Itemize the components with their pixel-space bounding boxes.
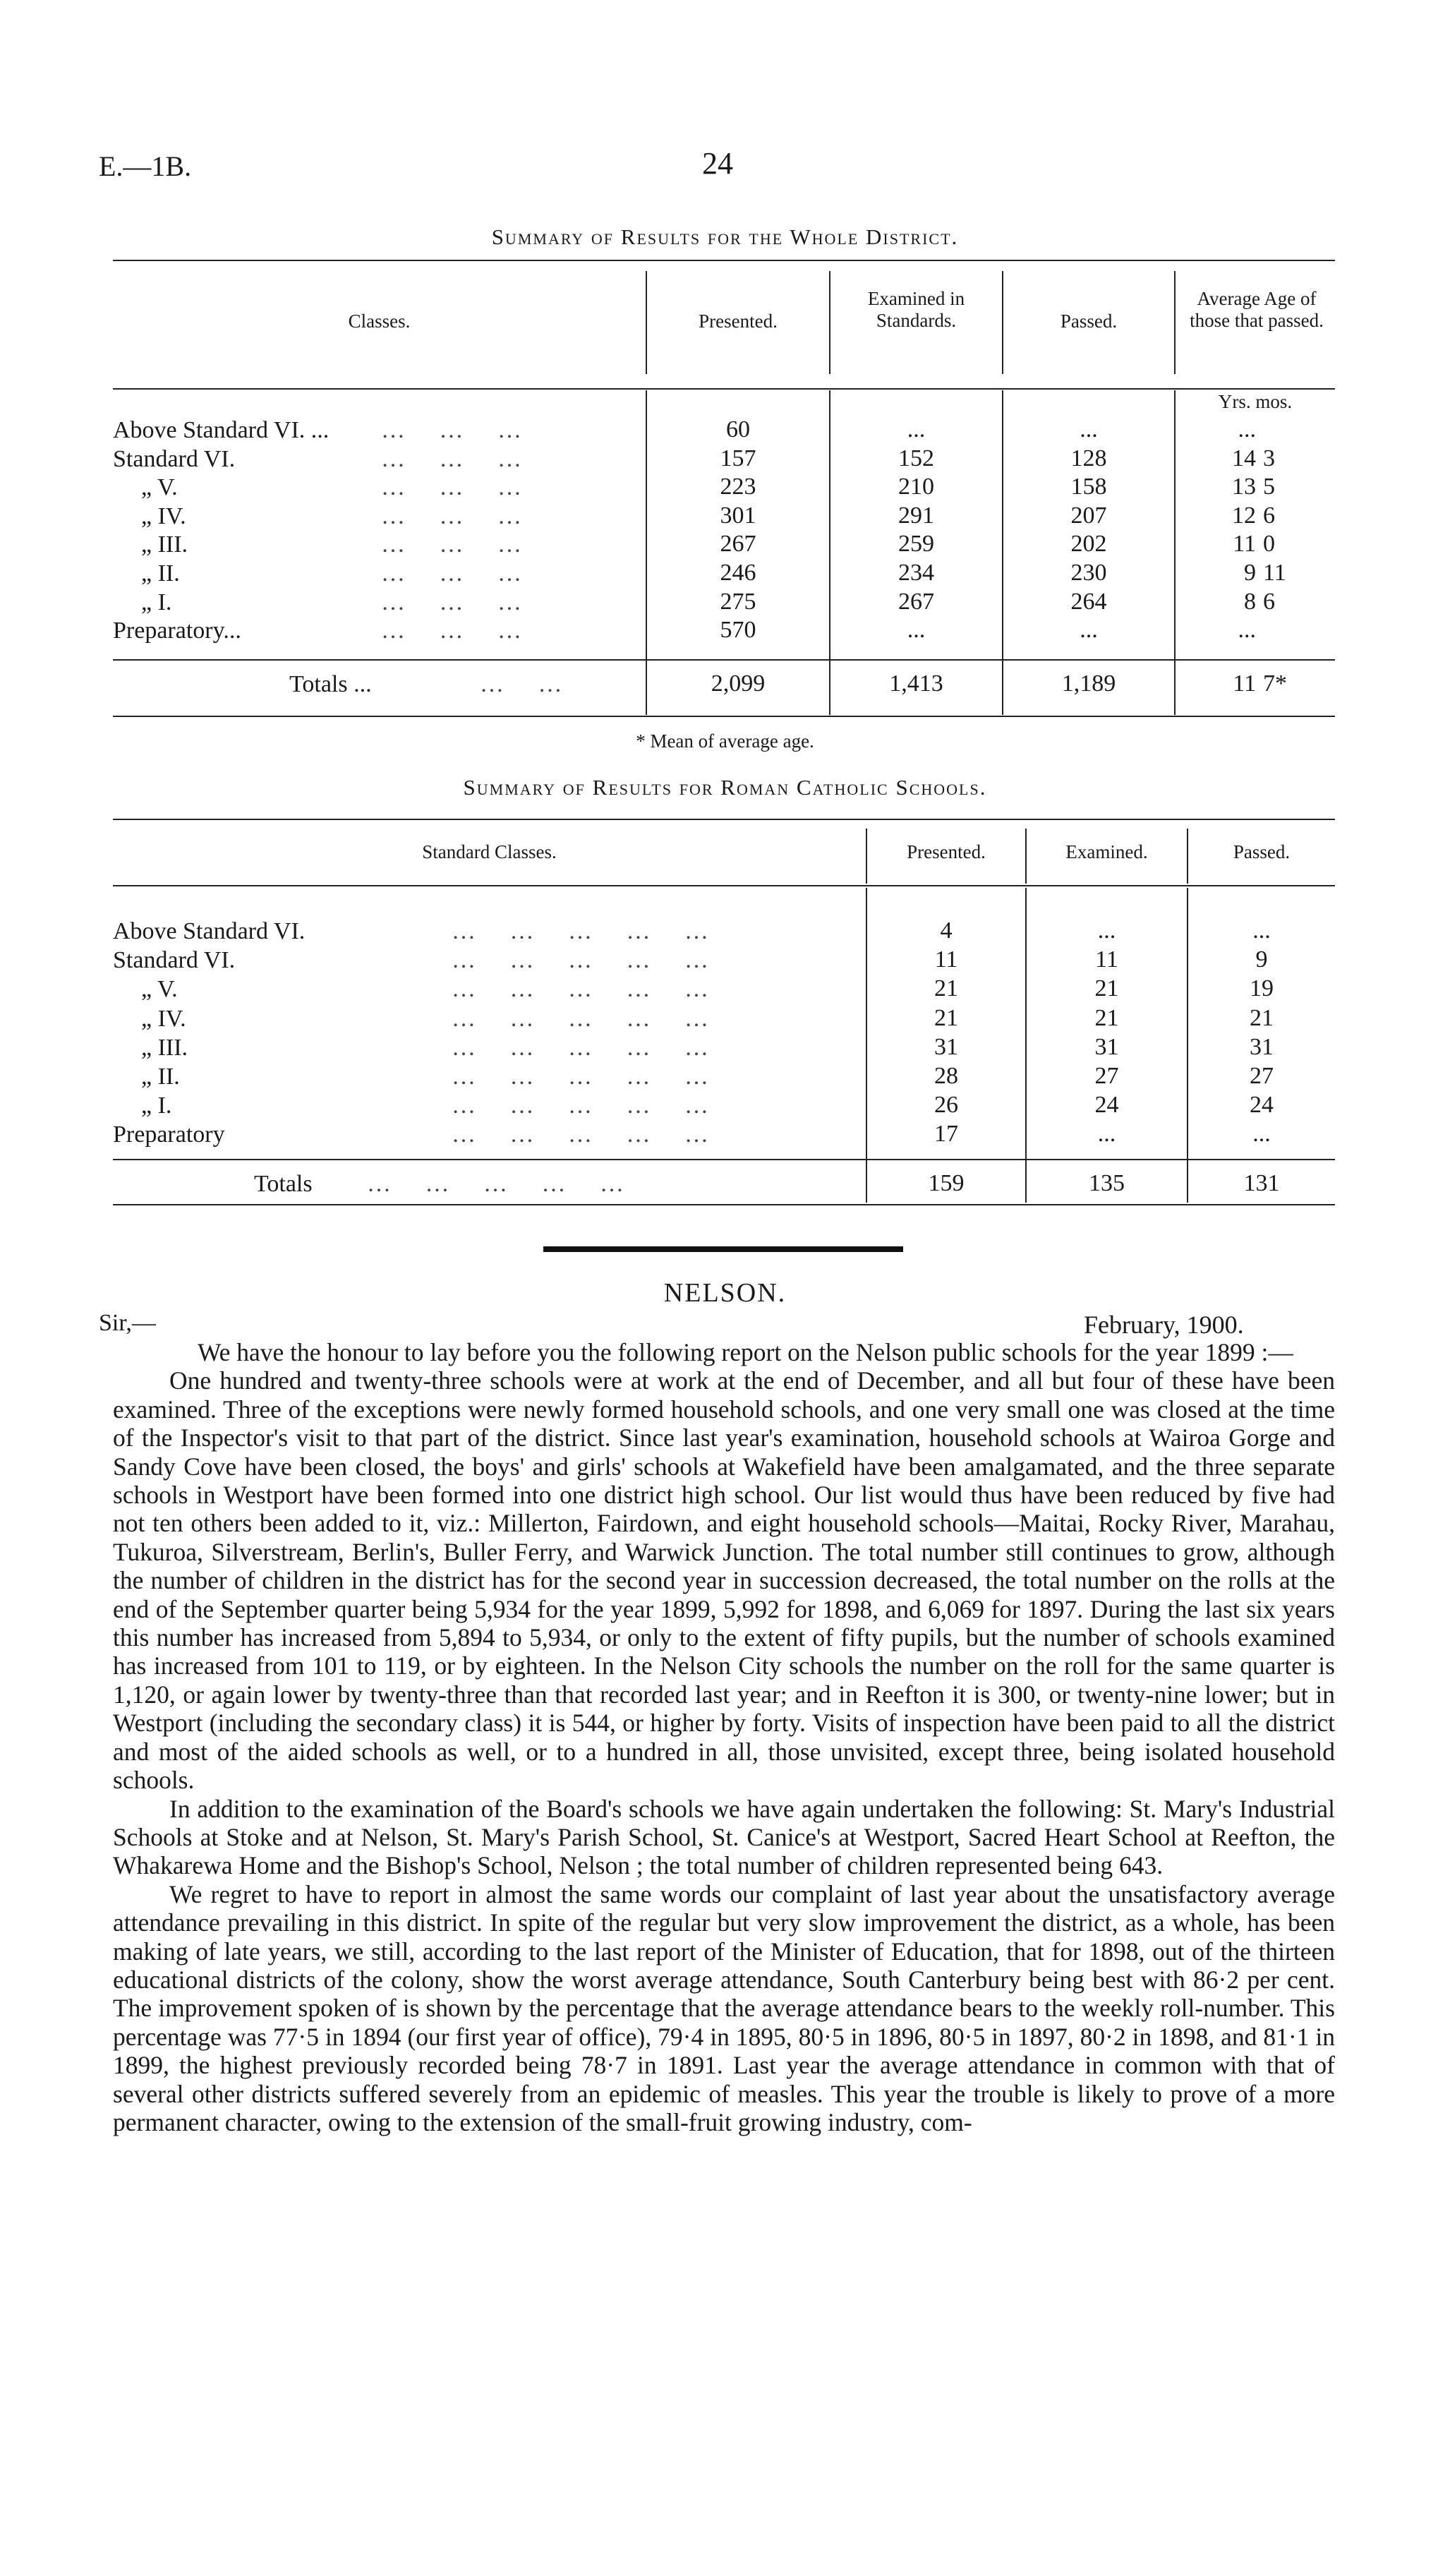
col-passed: Passed. — [1060, 311, 1118, 332]
totals-presented: 159 — [928, 1170, 965, 1196]
col-examined: Examined in Standards. — [867, 288, 965, 331]
totals-label: Totals ... — [289, 671, 372, 697]
table1-title: Summary of Results for the Whole District. — [491, 224, 959, 249]
row-label: „ I. — [141, 1093, 172, 1119]
report-body — [113, 1338, 1335, 2136]
paragraph: One hundred and twenty-three schools were at work at the end of December, and all but four of these have been examined. Three of the exceptions were newly formed household schools, and one very small one was closed at the time of the Inspector's visit to that part of the district. Since last year's examination, household schools at Wairoa Gorge and Sandy Cove have been closed, the boys' and girls' schools at Wakefield have been amalgamated, and the three separate schools in Westport have been formed into one district high school. Our list would thus have been reduced by five had not ten others been added to it, viz.: Millerton, Fairdown, and eight household schools—Maitai, Rocky River, Marahau, Tukuroa, Silverstream, Berlin's, Buller Ferry, and Warwick Junction. The total number still continues to grow, although the number of children in the district has for the second year in succession decreased, the total number on the rolls at the end of the September quarter being 5,934 for the year 1899, 5,992 for 1898, and 6,069 for 1897. During the last six years this number has increased from 5,894 to 5,934, or only to the extent of fifty pupils, but the number of schools examined has increased from 101 to 119, or by eighteen. In the Nelson City schools the number on the roll for the same quarter is 1,120, or again lower by twenty-three than that recorded last year; and in Reefton it is 300, or twenty-nine lower; but in Westport (including the secondary class) it is 544, or higher by forty. Visits of inspection have been paid to all the district and most of the aided schools as well, or to a hundred in all, those unvisited, except three, being isolated household schools. — [113, 1366, 1335, 1795]
presented-value: 60 — [726, 416, 750, 443]
passed-value: 31 — [1250, 1033, 1274, 1060]
col-average-age: Average Age of those that passed. — [1190, 288, 1324, 331]
report-reference: E.—1B. — [99, 150, 192, 182]
passed-value: ... — [1080, 617, 1098, 644]
examined-value: 21 — [1094, 975, 1119, 1002]
col-examined-rc: Examined. — [1065, 841, 1148, 862]
row-label: „ III. — [141, 1034, 188, 1061]
passed-value: 158 — [1070, 474, 1107, 500]
examined-value: 267 — [898, 588, 934, 615]
passed-value: 202 — [1070, 531, 1107, 558]
presented-value: 157 — [720, 445, 756, 471]
presented-value: 223 — [720, 474, 756, 500]
examined-value: 259 — [898, 531, 934, 558]
presented-value: 570 — [720, 617, 756, 644]
leader-dots: … … … — [381, 502, 536, 529]
leader-dots: … … … — [381, 531, 536, 558]
leader-dots: … … … … … — [452, 976, 723, 1003]
examined-value: 11 — [1095, 946, 1118, 973]
passed-value: 24 — [1250, 1092, 1274, 1119]
row-label: „ II. — [141, 1064, 180, 1090]
examined-value: 24 — [1094, 1092, 1119, 1119]
passed-value: 128 — [1070, 445, 1107, 471]
totals-examined: 135 — [1089, 1170, 1125, 1196]
leader-dots: … … — [480, 671, 576, 697]
leader-dots: … … … … … — [367, 1171, 638, 1197]
totals-label: Totals — [254, 1171, 313, 1197]
passed-value: 21 — [1250, 1004, 1274, 1031]
row-label: Preparatory — [113, 1121, 225, 1148]
age-months: 6 — [1263, 502, 1275, 529]
passed-value: ... — [1252, 917, 1271, 944]
row-label: „ V. — [141, 474, 178, 501]
row-label: „ IV. — [141, 502, 186, 529]
leader-dots: … … … — [381, 589, 536, 615]
totals-age-years: 11 — [1233, 670, 1256, 697]
age-months: 11 — [1263, 560, 1286, 586]
examined-value: ... — [1097, 1121, 1116, 1148]
col-passed-rc: Passed. — [1233, 841, 1291, 862]
totals-passed: 1,189 — [1061, 670, 1116, 697]
salutation: Sir,— — [99, 1310, 156, 1336]
leader-dots: … … … … … — [452, 918, 723, 944]
section-divider — [543, 1246, 903, 1252]
presented-value: 21 — [934, 1004, 958, 1031]
presented-value: 4 — [940, 917, 953, 944]
age-months: 0 — [1263, 531, 1275, 558]
examined-value: 27 — [1094, 1063, 1119, 1089]
passed-value: ... — [1252, 1121, 1271, 1148]
table1-footnote: * Mean of average age. — [636, 730, 814, 752]
passed-value: 27 — [1250, 1063, 1274, 1089]
row-label: „ V. — [141, 976, 178, 1003]
age-years: ... — [1238, 617, 1256, 644]
presented-value: 275 — [720, 588, 756, 615]
examined-value: 234 — [898, 560, 934, 586]
passed-value: ... — [1080, 416, 1098, 443]
presented-value: 31 — [934, 1033, 958, 1060]
age-years: 14 — [1232, 445, 1256, 471]
age-units: Yrs. mos. — [1218, 391, 1293, 412]
totals-examined: 1,413 — [889, 670, 943, 697]
paragraph: We regret to have to report in almost the same words our complaint of last year about the unsatisfactory average attendance prevailing in this district. In spite of the regular but very slow improvement the district, as a whole, has been making of late years, we still, according to the last report of the Minister of Education, that for 1898, out of the thirteen educational districts of the colony, show the worst average attendance, South Canterbury being best with 86·2 per cent. The improvement spoken of is shown by the percentage that the average attendance bears to the weekly roll-number. This percentage was 77·5 in 1894 (our first year of office), 79·4 in 1895, 80·5 in 1896, 80·5 in 1897, 80·2 in 1898, and 81·1 in 1899, the highest previously recorded being 78·7 in 1891. Last year the average attendance in common with that of several other districts suffered severely from an epidemic of measles. This year the trouble is likely to prove of a more permanent character, owing to the extension of the small-fruit growing industry, com- — [113, 1879, 1335, 2136]
row-label: Above Standard VI. — [113, 918, 306, 944]
leader-dots: … … … … … — [452, 1064, 723, 1090]
examined-value: 21 — [1094, 1004, 1119, 1031]
col-presented: Presented. — [699, 311, 778, 332]
col-classes: Classes. — [348, 311, 411, 332]
age-years: 9 — [1244, 560, 1256, 586]
age-years: 11 — [1233, 531, 1256, 558]
presented-value: 21 — [934, 975, 958, 1002]
row-label: Preparatory... — [113, 618, 241, 644]
age-years: ... — [1238, 416, 1256, 443]
leader-dots: … … … … … — [452, 1093, 723, 1119]
leader-dots: … … … … … — [452, 1005, 723, 1032]
passed-value: 230 — [1070, 560, 1107, 586]
row-label: Above Standard VI. ... — [113, 417, 330, 443]
age-months: 6 — [1263, 588, 1275, 615]
leader-dots: … … … — [381, 474, 536, 501]
row-label: „ IV. — [141, 1005, 186, 1032]
page-number: 24 — [702, 146, 733, 181]
row-label: Standard VI. — [113, 947, 236, 974]
presented-value: 11 — [934, 946, 958, 973]
leader-dots: … … … … … — [452, 947, 723, 974]
totals-presented: 2,099 — [711, 670, 766, 697]
letter-date: February, 1900. — [1084, 1311, 1244, 1339]
presented-value: 301 — [720, 502, 756, 529]
col-standard-classes: Standard Classes. — [422, 841, 557, 862]
examined-value: ... — [1097, 917, 1116, 944]
presented-value: 17 — [934, 1121, 958, 1148]
totals-passed: 131 — [1243, 1170, 1280, 1196]
examined-value: 210 — [898, 474, 934, 500]
passed-value: 207 — [1070, 502, 1107, 529]
table2-title: Summary of Results for Roman Catholic Schools. — [463, 775, 987, 800]
leader-dots: … … … — [381, 560, 536, 586]
row-label: Standard VI. — [113, 445, 236, 472]
passed-value: 9 — [1255, 946, 1268, 973]
row-label: „ III. — [141, 531, 188, 558]
leader-dots: … … … — [381, 445, 536, 472]
presented-value: 28 — [934, 1063, 958, 1089]
presented-value: 246 — [720, 560, 756, 586]
age-years: 8 — [1244, 588, 1256, 615]
examined-value: 291 — [898, 502, 934, 529]
col-presented-rc: Presented. — [907, 841, 986, 862]
examined-value: ... — [907, 617, 926, 644]
examined-value: ... — [907, 416, 926, 443]
leader-dots: … … … — [381, 618, 536, 644]
examined-value: 31 — [1094, 1033, 1119, 1060]
leader-dots: … … … … … — [452, 1034, 723, 1061]
presented-value: 26 — [934, 1092, 958, 1119]
age-years: 12 — [1232, 502, 1256, 529]
paragraph: In addition to the examination of the Board's schools we have again undertaken the following: St. Mary's Industrial Schools at Stoke and at Nelson, St. Mary's Parish School, St. Canice's at Westport, Sacred Heart School at Reefton, the Whakarewa Home and the Bishop's School, Nelson ; the total number of children represented being 643. — [113, 1794, 1335, 1880]
age-months: 5 — [1263, 474, 1275, 500]
totals-age-months: 7* — [1263, 670, 1287, 697]
row-label: „ II. — [141, 560, 180, 586]
presented-value: 267 — [720, 531, 756, 558]
paragraph: We have the honour to lay before you the following report on the Nelson public schools for the year 1899 :— — [198, 1338, 1293, 1366]
age-months: 3 — [1263, 445, 1275, 471]
age-years: 13 — [1232, 474, 1256, 500]
passed-value: 264 — [1070, 588, 1107, 615]
row-label: „ I. — [141, 589, 172, 615]
examined-value: 152 — [898, 445, 934, 471]
passed-value: 19 — [1250, 975, 1274, 1002]
section-heading: NELSON. — [663, 1278, 787, 1308]
leader-dots: … … … … … — [452, 1121, 723, 1148]
leader-dots: … … … — [381, 417, 536, 443]
